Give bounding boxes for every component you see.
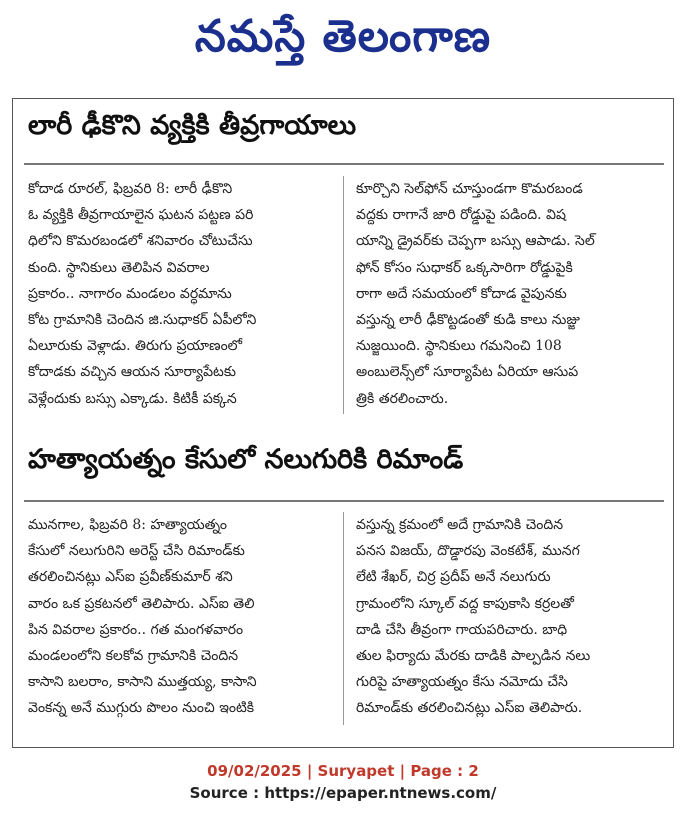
body-text-line: వస్తున్న క్రమంలో అదే గ్రామానికి చెందిన xyxy=(356,517,564,533)
body-text-line: లేటి శేఖర్, చిర్ర ప్రదీప్ అనే నలుగురు xyxy=(356,569,551,586)
body-text-line: యాన్ని డ్రైవర్‌కు చెప్పగా బస్సు ఆపాడు. సెల్ xyxy=(356,233,595,250)
article-2-column-divider xyxy=(343,512,344,725)
article-2-column-2 xyxy=(356,512,658,727)
body-text-line: దాడి చేసి తీవ్రంగా గాయపరిచారు. బాధి xyxy=(356,621,568,638)
article-1-rule xyxy=(24,163,664,165)
newspaper-masthead: నమస్తే తెలంగాణ xyxy=(194,11,492,62)
body-text-line: కేసులో నలుగురిని అరెస్ట్ చేసి రిమాండ్‌కు xyxy=(28,543,245,560)
body-text-line: కోదాడకు వచ్చిన ఆయన సూర్యాపేటకు xyxy=(28,364,236,381)
body-text-line: రిమాండ్‌కు తరలించినట్లు ఎస్ఐ తెలిపారు. xyxy=(356,700,583,717)
article-1-column-divider xyxy=(343,176,344,414)
body-text-line: ధిలోని కొమరబండలో శనివారం చోటుచేసు xyxy=(28,233,253,250)
article-2-rule xyxy=(24,500,664,502)
body-text-line: నుజ్జయింది. స్థానికులు గమనించి 108 xyxy=(356,338,562,355)
body-text-line: అంబులెన్స్‌లో సూర్యాపేట ఏరియా ఆసుప xyxy=(356,364,579,381)
article-1-column-1 xyxy=(28,176,330,416)
body-text-line: వస్తున్న లారీ ఢీకొట్టడంతో కుడి కాలు నుజ్జు xyxy=(356,312,580,329)
article-2-column-1 xyxy=(28,512,330,727)
article-1-headline: లారీ ఢీకొని వ్యక్తికి తీవ్రగాయాలు xyxy=(28,110,357,141)
body-text-line: రాగా అదే సమయంలో కోదాడ వైపునకు xyxy=(356,285,567,302)
body-text-line: ఫోన్ కోసం సుధాకర్ ఒక్కసారిగా రోడ్డుపైకి xyxy=(356,259,573,276)
body-text-line: కూర్చొని సెల్‌ఫోన్ చూస్తుండగా కొమరబండ xyxy=(356,181,583,197)
body-text-line: పిన వివరాల ప్రకారం.. గత మంగళవారం xyxy=(28,621,244,638)
body-text-line: కోట గ్రామానికి చెందిన జి.సుధాకర్ ఏపీలోని xyxy=(28,312,257,329)
body-text-line: ఏలూరుకు వెళ్లాడు. తిరుగు ప్రయాణంలో xyxy=(28,338,243,355)
body-text-line: కోదాడ రూరల్, ఫిబ్రవరి 8: లారీ ఢీకొని xyxy=(28,181,233,197)
body-text-line: వద్దకు రాగానే జారి రోడ్డుపై పడింది. విష xyxy=(356,207,566,224)
body-text-line: తుల ఫిర్యాదు మేరకు దాడికి పాల్పడిన నలు xyxy=(356,648,591,665)
body-text-line: పనస విజయ్, దొడ్డారపు వెంకటేశ్, మునగ xyxy=(356,543,580,560)
body-text-line: వెంకన్న అనే ముగ్గురు పొలం నుంచి ఇంటికి xyxy=(28,700,255,717)
body-text-line: మునగాల, ఫిబ్రవరి 8: హత్యాయత్నం xyxy=(28,517,227,533)
body-text-line: మండలంలోని కలకోవ గ్రామానికి చెందిన xyxy=(28,648,239,665)
body-text-line: వారం ఒక ప్రకటనలో తెలిపారు. ఎస్ఐ తెలి xyxy=(28,595,255,612)
article-1-column-2 xyxy=(356,176,658,416)
body-text-line: గురిపై హత్యాయత్నం కేసు నమోదు చేసి xyxy=(356,674,568,691)
body-text-line: గ్రామంలోని స్కూల్ వద్ద కాపుకాసి కర్రలతో xyxy=(356,595,574,612)
article-2-headline: హత్యాయత్నం కేసులో నలుగురికి రిమాండ్ xyxy=(28,444,464,475)
body-text-line: త్రికి తరలించారు. xyxy=(356,390,449,407)
footer-dateline: 09/02/2025 | Suryapet | Page : 2 xyxy=(207,762,479,780)
body-text-line: తరలించినట్లు ఎస్ఐ ప్రవీణ్‌కుమార్ శని xyxy=(28,569,233,586)
body-text-line: ప్రకారం.. నాగారం మండలం వర్ధమాను xyxy=(28,285,232,302)
body-text-line: కాసాని బలరాం, కాసాని ముత్తయ్య, కాసాని xyxy=(28,674,257,691)
body-text-line: ఓ వ్యక్తికి తీవ్రగాయాలైన ఘటన పట్టణ పరి xyxy=(28,207,254,224)
body-text-line: కుంది. స్థానికులు తెలిపిన వివరాల xyxy=(28,259,210,276)
footer-source[interactable]: Source : https://epaper.ntnews.com/ xyxy=(189,784,497,802)
body-text-line: వెళ్లేందుకు బస్సు ఎక్కాడు. కిటికీ పక్కన xyxy=(28,390,237,407)
